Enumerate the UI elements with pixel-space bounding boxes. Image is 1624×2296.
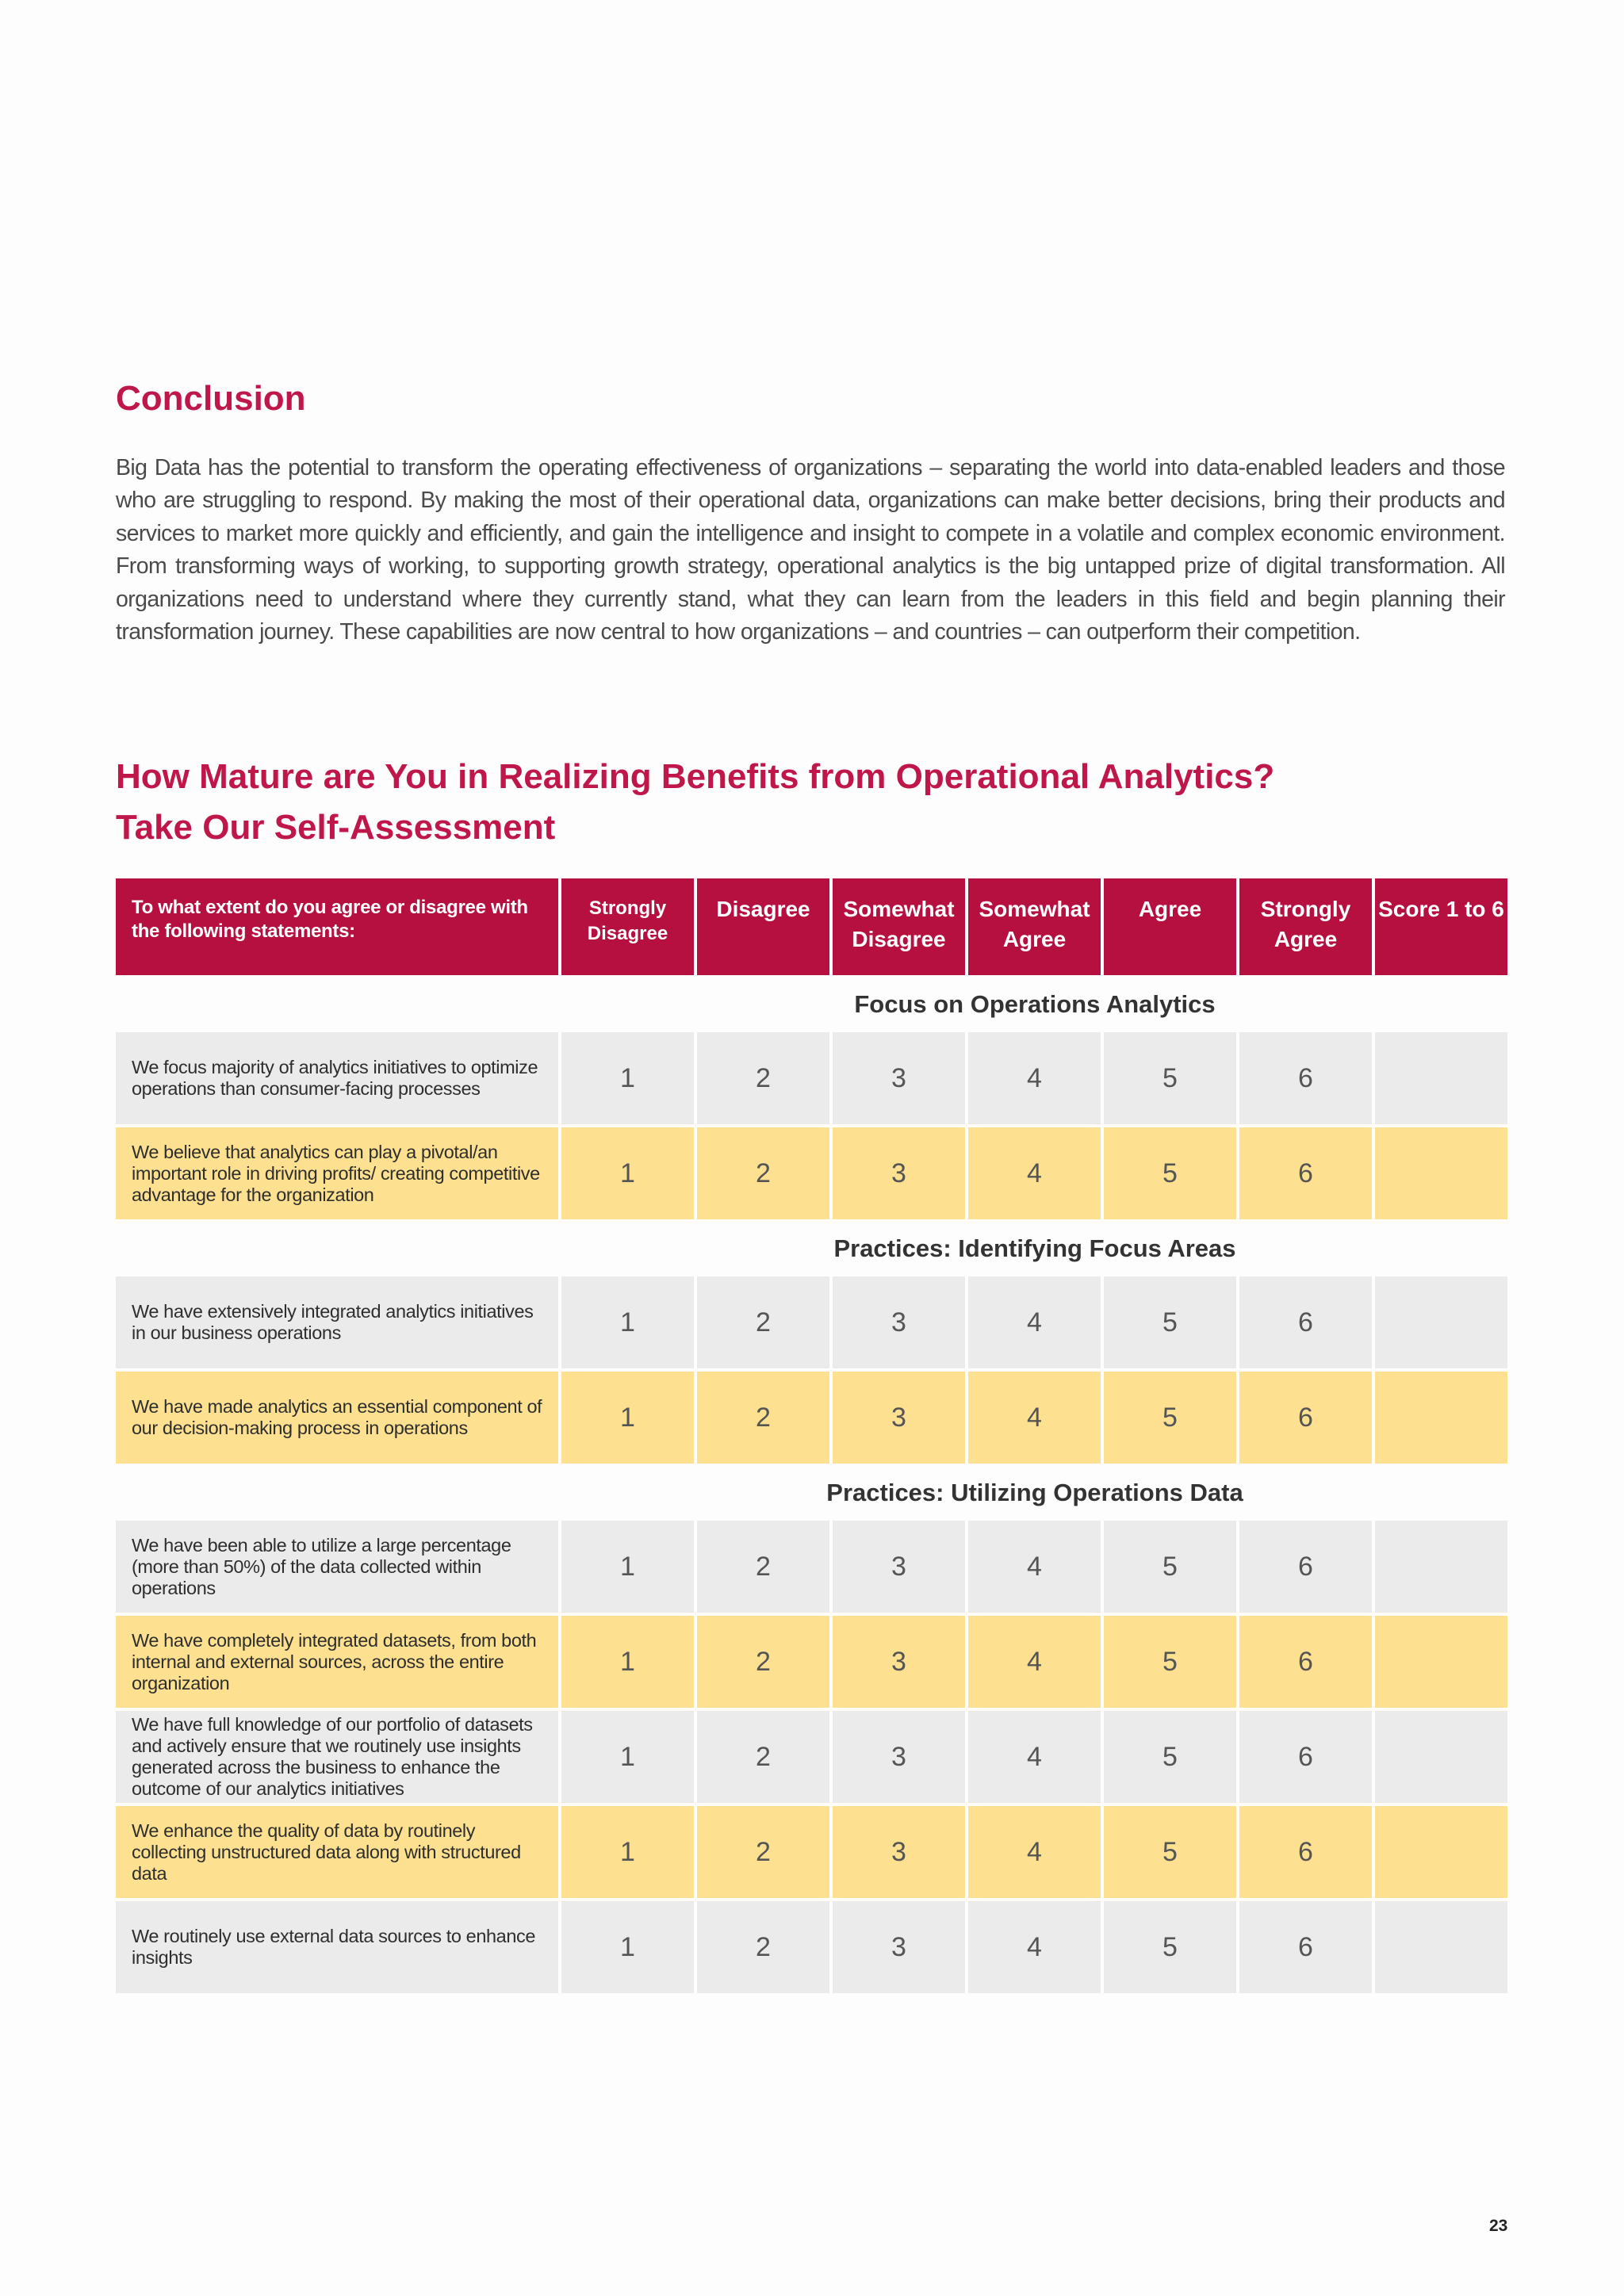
- rating-option-2[interactable]: 2: [697, 1032, 829, 1124]
- statement-cell: We have made analytics an essential component of our decision-making process in operations: [116, 1372, 558, 1464]
- score-cell[interactable]: [1375, 1711, 1507, 1803]
- section-title: Practices: Utilizing Operations Data: [826, 1479, 1243, 1506]
- rating-option-6[interactable]: 6: [1239, 1616, 1372, 1708]
- assessment-heading: [116, 752, 1274, 853]
- section-heading: [116, 978, 1505, 1031]
- rating-option-5[interactable]: 5: [1104, 1032, 1236, 1124]
- rating-option-4[interactable]: 4: [968, 1711, 1101, 1803]
- assessment-heading-line1: How Mature are You in Realizing Benefits from Operational Analytics?: [116, 757, 1275, 796]
- rating-option-5[interactable]: 5: [1104, 1616, 1236, 1708]
- header-statement: To what extent do you agree or disagree with the following statements:: [116, 878, 558, 975]
- rating-option-6[interactable]: 6: [1239, 1276, 1372, 1368]
- statement-cell: We have been able to utilize a large percentage (more than 50%) of the data collected within operations: [116, 1521, 558, 1613]
- section-heading: [116, 1223, 1505, 1275]
- table-row: [116, 1901, 1505, 1993]
- rating-option-1[interactable]: 1: [561, 1616, 694, 1708]
- rating-option-6[interactable]: 6: [1239, 1711, 1372, 1803]
- score-cell[interactable]: [1375, 1127, 1507, 1219]
- table-row: [116, 1032, 1505, 1124]
- rating-option-5[interactable]: 5: [1104, 1901, 1236, 1993]
- score-cell[interactable]: [1375, 1276, 1507, 1368]
- header-somewhat-agree: Somewhat Agree: [968, 878, 1101, 975]
- score-cell[interactable]: [1375, 1372, 1507, 1464]
- rating-option-2[interactable]: 2: [697, 1806, 829, 1898]
- rating-option-6[interactable]: 6: [1239, 1806, 1372, 1898]
- rating-option-1[interactable]: 1: [561, 1032, 694, 1124]
- header-score: Score 1 to 6: [1375, 878, 1507, 975]
- table-row: [116, 1711, 1505, 1803]
- statement-cell: We believe that analytics can play a pivotal/an important role in driving profits/ creating competitive advantage for the organization: [116, 1127, 558, 1219]
- rating-option-1[interactable]: 1: [561, 1127, 694, 1219]
- rating-option-4[interactable]: 4: [968, 1372, 1101, 1464]
- table-row: [116, 1806, 1505, 1898]
- rating-option-3[interactable]: 3: [833, 1521, 965, 1613]
- header-agree: Agree: [1104, 878, 1236, 975]
- statement-cell: We have full knowledge of our portfolio of datasets and actively ensure that we routinely use insights generated across the business to enhance the outcome of our analytics initiatives: [116, 1711, 558, 1803]
- rating-option-3[interactable]: 3: [833, 1032, 965, 1124]
- rating-option-3[interactable]: 3: [833, 1616, 965, 1708]
- score-cell[interactable]: [1375, 1521, 1507, 1613]
- statement-cell: We enhance the quality of data by routinely collecting unstructured data along with structured data: [116, 1806, 558, 1898]
- rating-option-6[interactable]: 6: [1239, 1372, 1372, 1464]
- rating-option-4[interactable]: 4: [968, 1521, 1101, 1613]
- rating-option-1[interactable]: 1: [561, 1711, 694, 1803]
- header-somewhat-disagree: Somewhat Disagree: [833, 878, 965, 975]
- rating-option-4[interactable]: 4: [968, 1901, 1101, 1993]
- rating-option-3[interactable]: 3: [833, 1711, 965, 1803]
- section-heading: [116, 1467, 1505, 1519]
- rating-option-2[interactable]: 2: [697, 1372, 829, 1464]
- rating-option-6[interactable]: 6: [1239, 1521, 1372, 1613]
- rating-option-2[interactable]: 2: [697, 1521, 829, 1613]
- rating-option-2[interactable]: 2: [697, 1901, 829, 1993]
- rating-option-1[interactable]: 1: [561, 1806, 694, 1898]
- conclusion-body: Big Data has the potential to transform the operating effectiveness of organizations – separating the world into data-enabled leaders and those who are struggling to respond. By making the most of their operational data, organizations can make better decisions, bring their products and services to market more quickly and efficiently, and gain the intelligence and insight to compete in a volatile and complex economic environment. From transforming ways of working, to supporting growth strategy, operational analytics is the big untapped prize of digital transformation. All organizations need to understand where they currently stand, what they can learn from the leaders in this field and begin planning their transformation journey. These capabilities are now central to how organizations – and countries – can outperform their competition.: [116, 455, 1505, 645]
- rating-option-3[interactable]: 3: [833, 1806, 965, 1898]
- rating-option-1[interactable]: 1: [561, 1901, 694, 1993]
- self-assessment-table: [116, 878, 1505, 1996]
- header-disagree: Disagree: [697, 878, 829, 975]
- conclusion-heading: Conclusion: [116, 379, 306, 418]
- table-body: [116, 978, 1505, 1993]
- statement-cell: We have completely integrated datasets, from both internal and external sources, across the entire organization: [116, 1616, 558, 1708]
- rating-option-5[interactable]: 5: [1104, 1372, 1236, 1464]
- rating-option-4[interactable]: 4: [968, 1032, 1101, 1124]
- header-strongly-agree: Strongly Agree: [1239, 878, 1372, 975]
- page-number: 23: [1489, 2217, 1508, 2235]
- score-cell[interactable]: [1375, 1032, 1507, 1124]
- rating-option-3[interactable]: 3: [833, 1127, 965, 1219]
- rating-option-3[interactable]: 3: [833, 1372, 965, 1464]
- rating-option-4[interactable]: 4: [968, 1616, 1101, 1708]
- score-cell[interactable]: [1375, 1806, 1507, 1898]
- header-strongly-disagree: Strongly Disagree: [561, 878, 694, 975]
- rating-option-6[interactable]: 6: [1239, 1901, 1372, 1993]
- section-title: Focus on Operations Analytics: [854, 990, 1216, 1018]
- rating-option-5[interactable]: 5: [1104, 1127, 1236, 1219]
- rating-option-2[interactable]: 2: [697, 1127, 829, 1219]
- rating-option-4[interactable]: 4: [968, 1127, 1101, 1219]
- rating-option-2[interactable]: 2: [697, 1276, 829, 1368]
- rating-option-5[interactable]: 5: [1104, 1521, 1236, 1613]
- rating-option-4[interactable]: 4: [968, 1276, 1101, 1368]
- rating-option-5[interactable]: 5: [1104, 1711, 1236, 1803]
- rating-option-2[interactable]: 2: [697, 1711, 829, 1803]
- rating-option-3[interactable]: 3: [833, 1901, 965, 1993]
- section-title: Practices: Identifying Focus Areas: [833, 1234, 1236, 1262]
- rating-option-2[interactable]: 2: [697, 1616, 829, 1708]
- table-row: [116, 1521, 1505, 1613]
- rating-option-1[interactable]: 1: [561, 1521, 694, 1613]
- rating-option-5[interactable]: 5: [1104, 1276, 1236, 1368]
- table-header-row: [116, 878, 1505, 975]
- rating-option-1[interactable]: 1: [561, 1276, 694, 1368]
- statement-cell: We focus majority of analytics initiatives to optimize operations than consumer-facing processes: [116, 1032, 558, 1124]
- table-row: [116, 1372, 1505, 1464]
- table-row: [116, 1127, 1505, 1219]
- statement-cell: We routinely use external data sources to enhance insights: [116, 1901, 558, 1993]
- rating-option-1[interactable]: 1: [561, 1372, 694, 1464]
- rating-option-4[interactable]: 4: [968, 1806, 1101, 1898]
- table-row: [116, 1616, 1505, 1708]
- table-row: [116, 1276, 1505, 1368]
- score-cell[interactable]: [1375, 1616, 1507, 1708]
- rating-option-3[interactable]: 3: [833, 1276, 965, 1368]
- assessment-heading-line2: Take Our Self-Assessment: [116, 808, 556, 847]
- statement-cell: We have extensively integrated analytics initiatives in our business operations: [116, 1276, 558, 1368]
- rating-option-6[interactable]: 6: [1239, 1032, 1372, 1124]
- rating-option-6[interactable]: 6: [1239, 1127, 1372, 1219]
- rating-option-5[interactable]: 5: [1104, 1806, 1236, 1898]
- score-cell[interactable]: [1375, 1901, 1507, 1993]
